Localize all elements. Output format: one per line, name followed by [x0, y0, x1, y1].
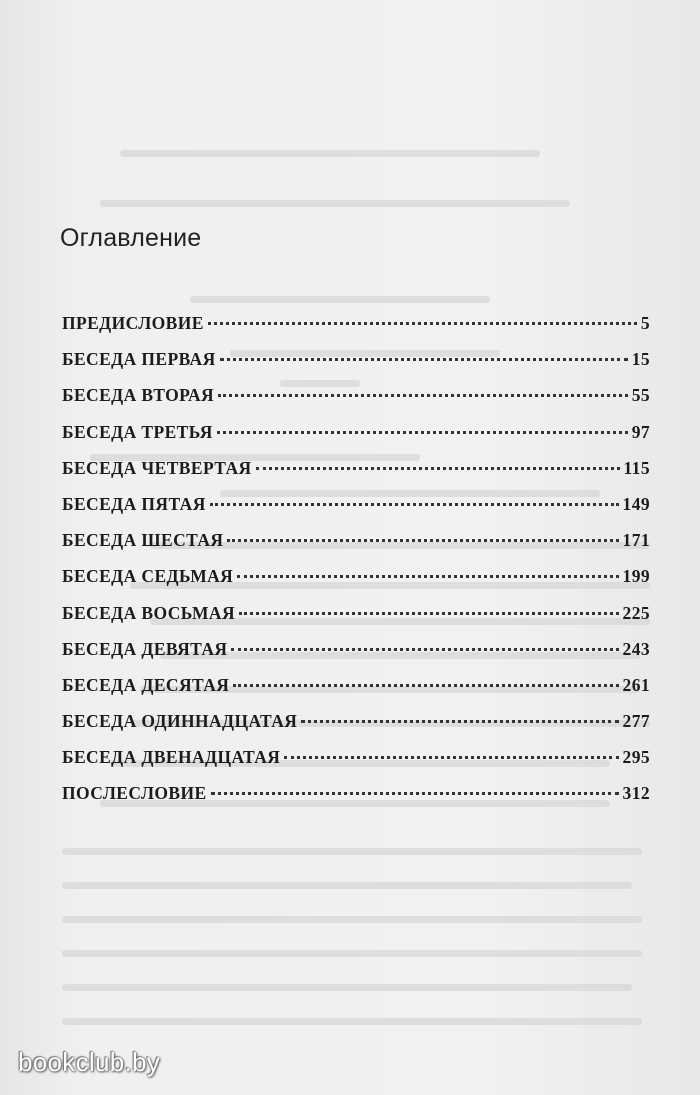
toc-entry-page-number: 5: [640, 313, 650, 333]
toc-dot-leader: [227, 539, 618, 542]
toc-entry-label: БЕСЕДА ПЯТАЯ: [62, 493, 206, 514]
toc-dot-leader: [210, 503, 619, 506]
toc-entry-page-number: 243: [622, 638, 650, 659]
toc-entry: [62, 639, 650, 675]
toc-dot-leader: [220, 358, 628, 361]
toc-dot-leader: [217, 431, 628, 434]
toc-entry: [62, 783, 650, 819]
toc-entry-label: БЕСЕДА ВТОРАЯ: [62, 385, 215, 406]
toc-dot-leader: [208, 322, 637, 325]
table-of-contents: [62, 313, 650, 820]
toc-dot-leader: [284, 756, 618, 759]
toc-entry-label: БЕСЕДА ДЕСЯТАЯ: [62, 674, 230, 695]
toc-entry-page-number: 55: [631, 385, 650, 406]
toc-entry-page-number: 171: [622, 530, 650, 551]
toc-dot-leader: [231, 648, 618, 651]
toc-entry-label: БЕСЕДА ПЕРВАЯ: [62, 349, 216, 370]
toc-entry-page-number: 199: [622, 566, 650, 587]
toc-dot-leader: [233, 684, 618, 687]
toc-entry-label: БЕСЕДА ШЕСТАЯ: [62, 530, 224, 551]
toc-entry: [62, 494, 650, 530]
toc-dot-leader: [237, 575, 618, 578]
toc-entry-page-number: 149: [622, 493, 650, 514]
toc-entry-page-number: 115: [623, 457, 650, 478]
toc-entry-label: БЕСЕДА ОДИННАДЦАТАЯ: [62, 711, 298, 732]
toc-entry: [62, 349, 650, 385]
toc-entry: [62, 385, 650, 421]
toc-entry-page-number: 97: [631, 421, 650, 442]
site-watermark: bookclub.by: [18, 1047, 161, 1077]
toc-entry-label: ПОСЛЕСЛОВИЕ: [62, 783, 207, 804]
toc-entry-label: БЕСЕДА ТРЕТЬЯ: [62, 421, 213, 442]
toc-entry: [62, 711, 650, 747]
toc-entry: [62, 603, 650, 639]
toc-entry-page-number: 277: [622, 711, 650, 732]
toc-entry-page-number: 225: [622, 602, 650, 623]
toc-entry: [62, 313, 650, 349]
toc-dot-leader: [239, 612, 619, 615]
toc-dot-leader: [256, 467, 620, 470]
toc-entry-label: БЕСЕДА ДВЕНАДЦАТАЯ: [62, 747, 281, 768]
toc-entry-label: БЕСЕДА СЕДЬМАЯ: [62, 566, 234, 587]
toc-entry: [62, 422, 650, 458]
toc-entry-label: БЕСЕДА ЧЕТВЕРТАЯ: [62, 457, 252, 478]
toc-entry: [62, 458, 650, 494]
toc-entry-label: ПРЕДИСЛОВИЕ: [62, 313, 204, 333]
toc-entry-label: БЕСЕДА ВОСЬМАЯ: [62, 602, 236, 623]
toc-entry-label: БЕСЕДА ДЕВЯТАЯ: [62, 638, 228, 659]
toc-entry: [62, 566, 650, 602]
toc-dot-leader: [301, 720, 618, 723]
toc-heading: Оглавление: [60, 224, 202, 252]
toc-entry-page-number: 312: [622, 783, 650, 804]
toc-entry-page-number: 295: [622, 747, 650, 768]
toc-entry-page-number: 261: [622, 674, 650, 695]
toc-dot-leader: [218, 394, 628, 397]
toc-entry-page-number: 15: [631, 349, 650, 370]
toc-dot-leader: [211, 792, 619, 795]
toc-entry: [62, 530, 650, 566]
toc-entry: [62, 675, 650, 711]
toc-entry: [62, 747, 650, 783]
